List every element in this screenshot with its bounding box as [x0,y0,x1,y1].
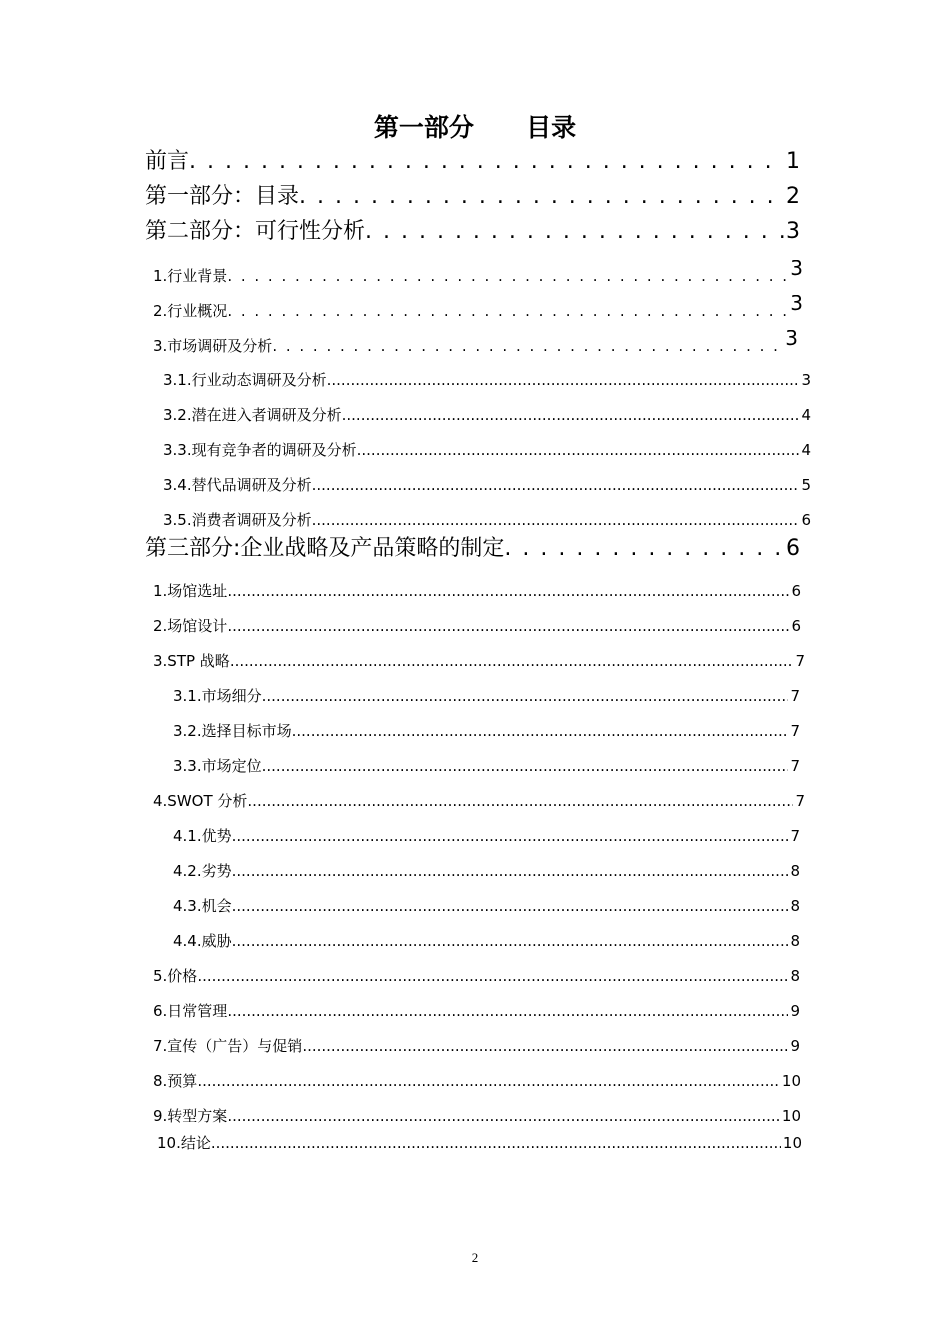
toc-label: 第二部分：可行性分析 [145,219,366,244]
toc-page-number: 10 [781,1072,801,1090]
toc-page-number: 8 [790,897,800,915]
toc-leader [227,297,788,323]
toc-label: 4.SWOT 分析 [153,792,248,810]
toc-leader [227,997,788,1025]
toc-page-number: 5 [801,476,811,494]
toc-entry[interactable] [145,180,800,214]
toc-leader [342,401,800,429]
toc-label: 1.场馆选址 [153,582,228,600]
toc-page-number: 8 [790,862,800,880]
toc-entry[interactable] [173,717,800,745]
toc-page-number: 10 [782,1134,802,1152]
toc-entry[interactable] [173,892,800,920]
toc-label: 5.价格 [153,967,198,985]
toc-label: 6.日常管理 [153,1002,228,1020]
toc-leader [299,180,784,214]
toc-leader [227,262,788,288]
toc-page-number: 8 [790,967,800,985]
toc-entry[interactable] [153,1032,800,1060]
toc-page-number: 7 [790,757,800,775]
toc-page-number: 10 [781,1107,801,1125]
toc-leader [197,1067,780,1095]
toc-entry[interactable] [153,330,798,358]
toc-leader [227,612,789,640]
toc-leader [312,506,800,534]
toc-label: 3.4.替代品调研及分析 [163,476,312,494]
toc-leader [247,787,793,815]
toc-entry[interactable] [153,260,803,288]
toc-label: 前言 [145,149,190,174]
toc-leader [230,647,794,675]
toc-page-number: 3 [790,295,803,315]
toc-leader [357,436,800,464]
toc-entry[interactable] [153,1067,801,1095]
page-number-footer: 2 [471,1250,479,1265]
toc-label: 4.3.机会 [173,897,232,915]
toc-leader [232,822,789,850]
toc-entry[interactable] [173,857,800,885]
toc-page-number: 7 [790,687,800,705]
toc-entry[interactable] [153,647,805,675]
toc-entry[interactable] [153,612,801,640]
toc-page-number: 6 [801,511,811,529]
toc-leader [327,366,800,394]
toc-entry[interactable] [157,1129,802,1157]
toc-leader [189,145,784,179]
toc-page-number: 9 [790,1037,800,1055]
toc-label: 3.STP 战略 [153,652,230,670]
toc-label: 4.4.威胁 [173,932,232,950]
toc-leader [232,892,789,920]
toc-page-number: 4 [801,441,811,459]
toc-page-number: 3 [785,330,798,350]
toc-label: 10.结论 [157,1134,211,1152]
toc-page-number: 6 [791,617,801,635]
toc-page-number: 2 [786,184,800,209]
toc-leader [232,927,789,955]
toc-label: 4.1.优势 [173,827,232,845]
toc-label: 3.3.现有竞争者的调研及分析 [163,441,357,459]
toc-entry[interactable] [163,471,811,499]
toc-page-number: 6 [786,536,800,561]
toc-leader [232,857,789,885]
toc-label: 4.2.劣势 [173,862,232,880]
toc-entry[interactable] [153,295,803,323]
toc-page-number: 9 [790,1002,800,1020]
toc-label: 3.5.消费者调研及分析 [163,511,312,529]
toc-label: 7.宣传（广告）与促销 [153,1037,303,1055]
toc-entry[interactable] [153,997,800,1025]
toc-entry[interactable] [173,822,800,850]
toc-label: 3.1.市场细分 [173,687,262,705]
toc-label: 3.3.市场定位 [173,757,262,775]
toc-leader [227,1102,780,1130]
toc-page-number: 1 [786,149,800,174]
page-title: 第一部分 目录 [373,113,577,142]
toc-entry[interactable] [153,787,805,815]
toc-page-number: 3 [790,260,803,280]
toc-leader [262,752,789,780]
toc-label: 3.1.行业动态调研及分析 [163,371,327,389]
toc-leader [197,962,788,990]
toc-leader [292,717,789,745]
toc-entry[interactable] [153,1102,801,1130]
toc-page-number: 4 [801,406,811,424]
toc-label: 1.行业背景 [153,267,228,285]
toc-label: 8.预算 [153,1072,198,1090]
toc-label: 3.市场调研及分析 [153,337,273,355]
toc-label: 第一部分：目录 [145,184,300,209]
toc-entry[interactable] [153,962,800,990]
toc-label: 2.行业概况 [153,302,228,320]
toc-page-number: 3 [801,371,811,389]
toc-page-number: 3 [786,219,800,244]
toc-label: 9.转型方案 [153,1107,228,1125]
toc-entry[interactable] [145,145,800,179]
toc-leader [302,1032,788,1060]
toc-entry[interactable] [153,577,801,605]
toc-page-number: 8 [790,932,800,950]
toc-entry[interactable] [173,682,800,710]
toc-entry[interactable] [163,401,811,429]
toc-page-number: 7 [790,827,800,845]
toc-leader [227,577,789,605]
toc-entry[interactable] [173,752,800,780]
toc-entry[interactable] [173,927,800,955]
toc-page-number: 7 [795,652,805,670]
toc-entry[interactable] [145,215,800,249]
toc-label: 第三部分:企业战略及产品策略的制定 [145,536,505,561]
toc-page-number: 7 [795,792,805,810]
toc-entry[interactable] [145,532,800,566]
toc-label: 2.场馆设计 [153,617,228,635]
toc-leader [312,471,800,499]
toc-page-number: 6 [791,582,801,600]
toc-leader [365,215,784,249]
toc-leader [262,682,789,710]
toc-page-number: 7 [790,722,800,740]
toc-entry[interactable] [163,436,811,464]
toc-label: 3.2.选择目标市场 [173,722,292,740]
toc-leader [272,332,783,358]
toc-label: 3.2.潜在进入者调研及分析 [163,406,342,424]
toc-leader [504,532,784,566]
toc-entry[interactable] [163,366,811,394]
toc-leader [211,1129,781,1157]
toc-entry[interactable] [163,506,811,534]
